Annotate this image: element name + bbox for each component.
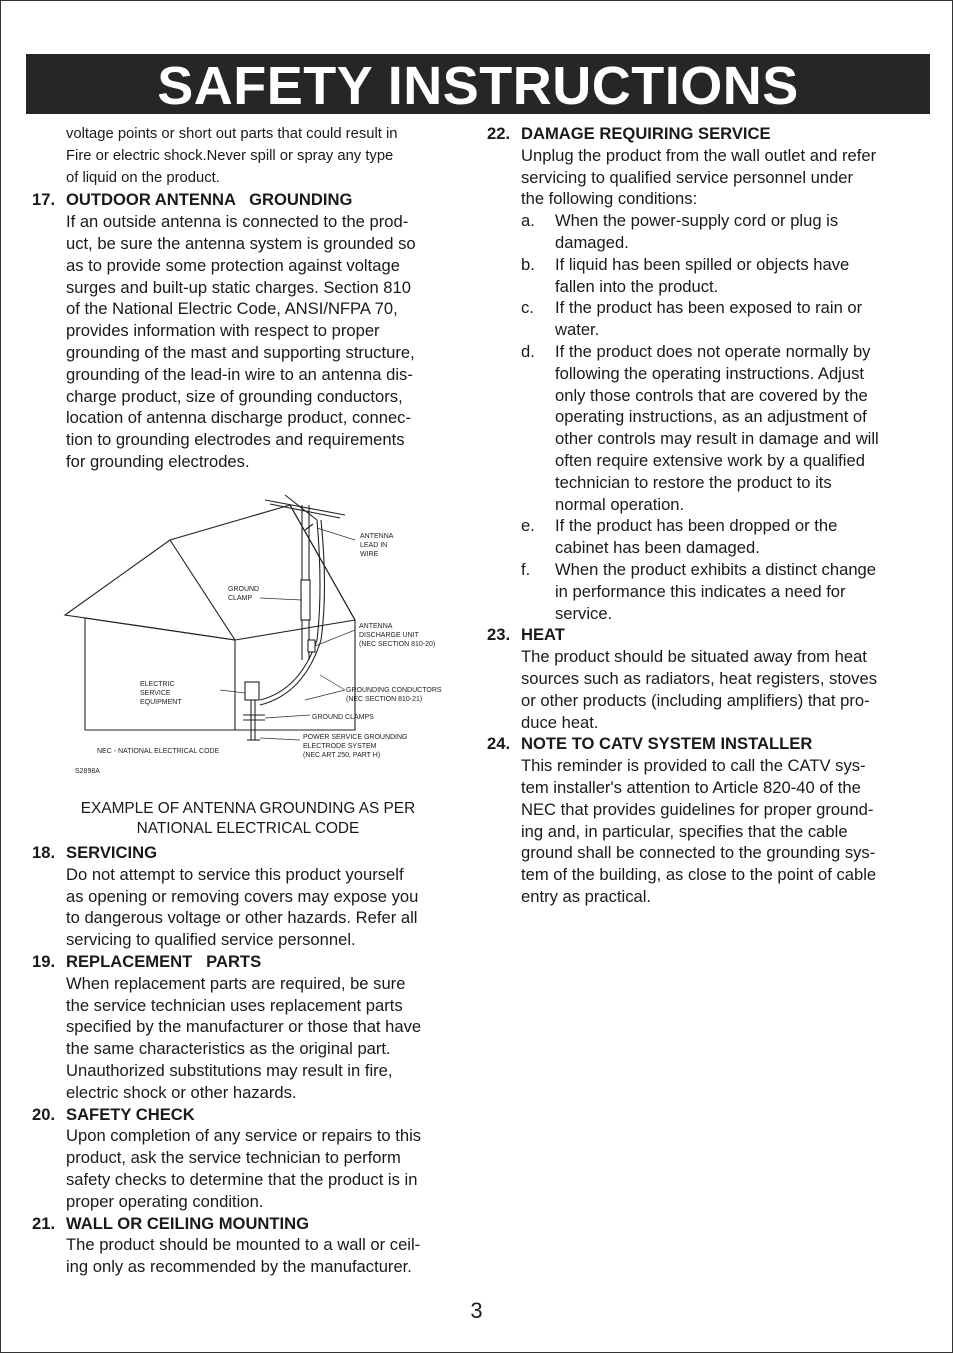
section-number: 21. <box>32 1213 56 1233</box>
label-electric-service: ELECTRIC <box>140 681 175 688</box>
label-antenna-lead-in: WIRE <box>360 551 379 558</box>
item-letter: f. <box>521 559 531 579</box>
caption-line: NATIONAL ELECTRICAL CODE <box>136 820 360 837</box>
section-number: 18. <box>32 843 56 862</box>
item-letter: c. <box>521 298 534 318</box>
item-letter: a. <box>521 211 535 231</box>
label-discharge-unit: (NEC SECTION 810-20) <box>359 641 436 648</box>
body-line: servicing to qualified service personnel under <box>521 167 854 187</box>
section-title: REPLACEMENT PARTS <box>66 951 262 971</box>
section-title: OUTDOOR ANTENNA GROUNDING <box>66 190 353 210</box>
body-line: the same characteristics as the original part. <box>66 1039 391 1059</box>
body-line: entry as practical. <box>521 886 652 906</box>
label-power-service: (NEC ART 250, PART H) <box>303 752 381 759</box>
body-line: safety checks to determine that the product is in <box>66 1169 418 1189</box>
body-line: Do not attempt to service this product yourself <box>66 864 404 884</box>
item-line: service. <box>555 603 613 623</box>
body-line: If an outside antenna is connected to the prod- <box>66 212 409 232</box>
section-title: SERVICING <box>66 843 157 862</box>
list-item <box>481 341 931 515</box>
body-line: The product should be situated away from heat <box>521 647 867 667</box>
body-line: Unauthorized substitutions may result in fire, <box>66 1060 393 1080</box>
label-electric-service: SERVICE <box>140 690 171 697</box>
item-line: in performance this indicates a need for <box>555 581 846 601</box>
body-line: tem installer's attention to Article 820-40 of the <box>521 777 861 797</box>
body-line: This reminder is provided to call the CATV sys- <box>521 756 866 776</box>
page-title: SAFETY INSTRUCTIONS <box>26 54 930 114</box>
item-letter: d. <box>521 341 535 361</box>
label-discharge-unit: DISCHARGE UNIT <box>359 632 419 639</box>
item-line: normal operation. <box>555 494 685 514</box>
body-line: tem of the building, as close to the point of cable <box>521 865 877 885</box>
item-line: When the product exhibits a distinct change <box>555 559 877 579</box>
section-title: SAFETY CHECK <box>66 1104 195 1124</box>
item-line: following the operating instructions. Adjust <box>555 363 865 383</box>
label-ground-clamp: GROUND <box>228 586 260 593</box>
label-figure-code: S2898A <box>75 768 100 775</box>
antenna-grounding-diagram <box>55 490 455 780</box>
section-number: 22. <box>487 124 511 143</box>
label-antenna-lead-in: ANTENNA <box>360 533 394 540</box>
body-line: ing and, in particular, specifies that the cable <box>521 821 848 841</box>
body-line: for grounding electrodes. <box>66 451 250 471</box>
section-number: 23. <box>487 625 511 645</box>
item-line: fallen into the product. <box>555 276 719 296</box>
label-antenna-lead-in: LEAD IN <box>360 542 388 549</box>
body-line: NEC that provides guidelines for proper ground- <box>521 799 874 819</box>
body-line: location of antenna discharge product, connec- <box>66 408 412 428</box>
item-letter: e. <box>521 516 535 536</box>
section-number: 17. <box>32 190 56 210</box>
item-line: If the product has been dropped or the <box>555 516 838 536</box>
section-title: DAMAGE REQUIRING SERVICE <box>521 124 771 143</box>
body-line: proper operating condition. <box>66 1191 264 1211</box>
body-line: grounding of the lead-in wire to an antenna dis- <box>66 364 413 384</box>
body-line: ground shall be connected to the grounding sys- <box>521 843 876 863</box>
diagram-caption <box>48 799 448 839</box>
body-line: tion to grounding electrodes and requirements <box>66 430 405 450</box>
item-line: other controls may result in damage and will <box>555 429 879 449</box>
body-line: electric shock or other hazards. <box>66 1082 297 1102</box>
section-23-heading <box>481 624 931 646</box>
section-22-heading <box>481 123 931 145</box>
body-line: provides information with respect to proper <box>66 321 380 341</box>
section-number: 19. <box>32 951 56 971</box>
body-line: The product should be mounted to a wall or ceil- <box>66 1235 421 1255</box>
item-line: If the product does not operate normally by <box>555 341 871 361</box>
item-letter: b. <box>521 254 535 274</box>
label-ground-clamp: CLAMP <box>228 595 253 602</box>
list-item <box>481 515 931 559</box>
list-item <box>481 297 931 341</box>
section-title: NOTE TO CATV SYSTEM INSTALLER <box>521 734 813 754</box>
label-grounding-conductors: (NEC SECTION 810-21) <box>346 696 423 703</box>
body-line: as opening or removing covers may expose you <box>66 886 419 906</box>
item-line: operating instructions, as an adjustment of <box>555 407 867 427</box>
continued-text-line: of liquid on the product. <box>66 169 220 186</box>
label-power-service: POWER SERVICE GROUNDING <box>303 734 408 741</box>
body-line: ing only as recommended by the manufacturer. <box>66 1257 412 1277</box>
item-line: damaged. <box>555 232 629 252</box>
body-line: uct, be sure the antenna system is grounded so <box>66 233 416 253</box>
item-line: often require extensive work by a qualified <box>555 450 865 470</box>
body-line: grounding of the mast and supporting structure, <box>66 342 415 362</box>
left-column-bottom <box>26 842 466 1278</box>
body-line: specified by the manufacturer or those that have <box>66 1017 422 1037</box>
section-24-heading <box>481 733 931 755</box>
label-grounding-conductors: GROUNDING CONDUCTORS <box>346 687 442 694</box>
item-line: If liquid has been spilled or objects have <box>555 254 850 274</box>
item-line: When the power-supply cord or plug is <box>555 211 839 231</box>
label-ground-clamps: GROUND CLAMPS <box>312 714 374 721</box>
body-line: product, ask the service technician to perform <box>66 1148 401 1168</box>
body-line: duce heat. <box>521 712 599 732</box>
section-title: WALL OR CEILING MOUNTING <box>66 1213 310 1233</box>
page-number: 3 <box>470 1298 483 1323</box>
body-line: the service technician uses replacement parts <box>66 995 403 1015</box>
body-line: of the National Electric Code, ANSI/NFPA 70, <box>66 299 398 319</box>
body-line: the following conditions: <box>521 189 698 209</box>
body-line: as to provide some protection against voltage <box>66 255 400 275</box>
section-20-heading <box>26 1104 466 1126</box>
body-line: servicing to qualified service personnel. <box>66 930 356 950</box>
item-line: only those controls that are covered by the <box>555 385 868 405</box>
continued-text-line: voltage points or short out parts that could result in <box>66 126 398 142</box>
body-line: When replacement parts are required, be sure <box>66 973 406 993</box>
label-power-service: ELECTRODE SYSTEM <box>303 743 377 750</box>
section-number: 20. <box>32 1104 56 1124</box>
label-nec: NEC - NATIONAL ELECTRICAL CODE <box>97 748 220 755</box>
list-item <box>481 559 931 624</box>
section-number: 24. <box>487 734 511 754</box>
item-line: water. <box>555 320 600 340</box>
right-column <box>481 123 931 908</box>
item-line: cabinet has been damaged. <box>555 538 760 558</box>
body-line: to dangerous voltage or other hazards. Refer all <box>66 908 418 928</box>
section-title: HEAT <box>521 625 565 645</box>
section-18-heading <box>26 842 466 864</box>
left-column-top <box>26 124 466 473</box>
item-line: If the product has been exposed to rain or <box>555 298 863 318</box>
body-line: charge product, size of grounding conductors, <box>66 386 403 406</box>
label-electric-service: EQUIPMENT <box>140 699 182 706</box>
body-line: Upon completion of any service or repairs to this <box>66 1126 422 1146</box>
caption-line: EXAMPLE OF ANTENNA GROUNDING AS PER <box>80 800 416 817</box>
continued-text-line: Fire or electric shock.Never spill or spray any type <box>66 147 394 164</box>
section-19-heading <box>26 951 466 973</box>
list-item <box>481 254 931 298</box>
section-21-heading <box>26 1213 466 1235</box>
body-line: Unplug the product from the wall outlet and refer <box>521 145 877 165</box>
label-discharge-unit: ANTENNA <box>359 623 393 630</box>
section-17-heading <box>26 189 466 211</box>
body-line: surges and built-up static charges. Section 810 <box>66 277 411 297</box>
item-line: technician to restore the product to its <box>555 472 832 492</box>
body-line: sources such as radiators, heat registers, stoves <box>521 668 878 688</box>
list-item <box>481 210 931 254</box>
body-line: or other products (including amplifiers) that pro- <box>521 690 870 710</box>
